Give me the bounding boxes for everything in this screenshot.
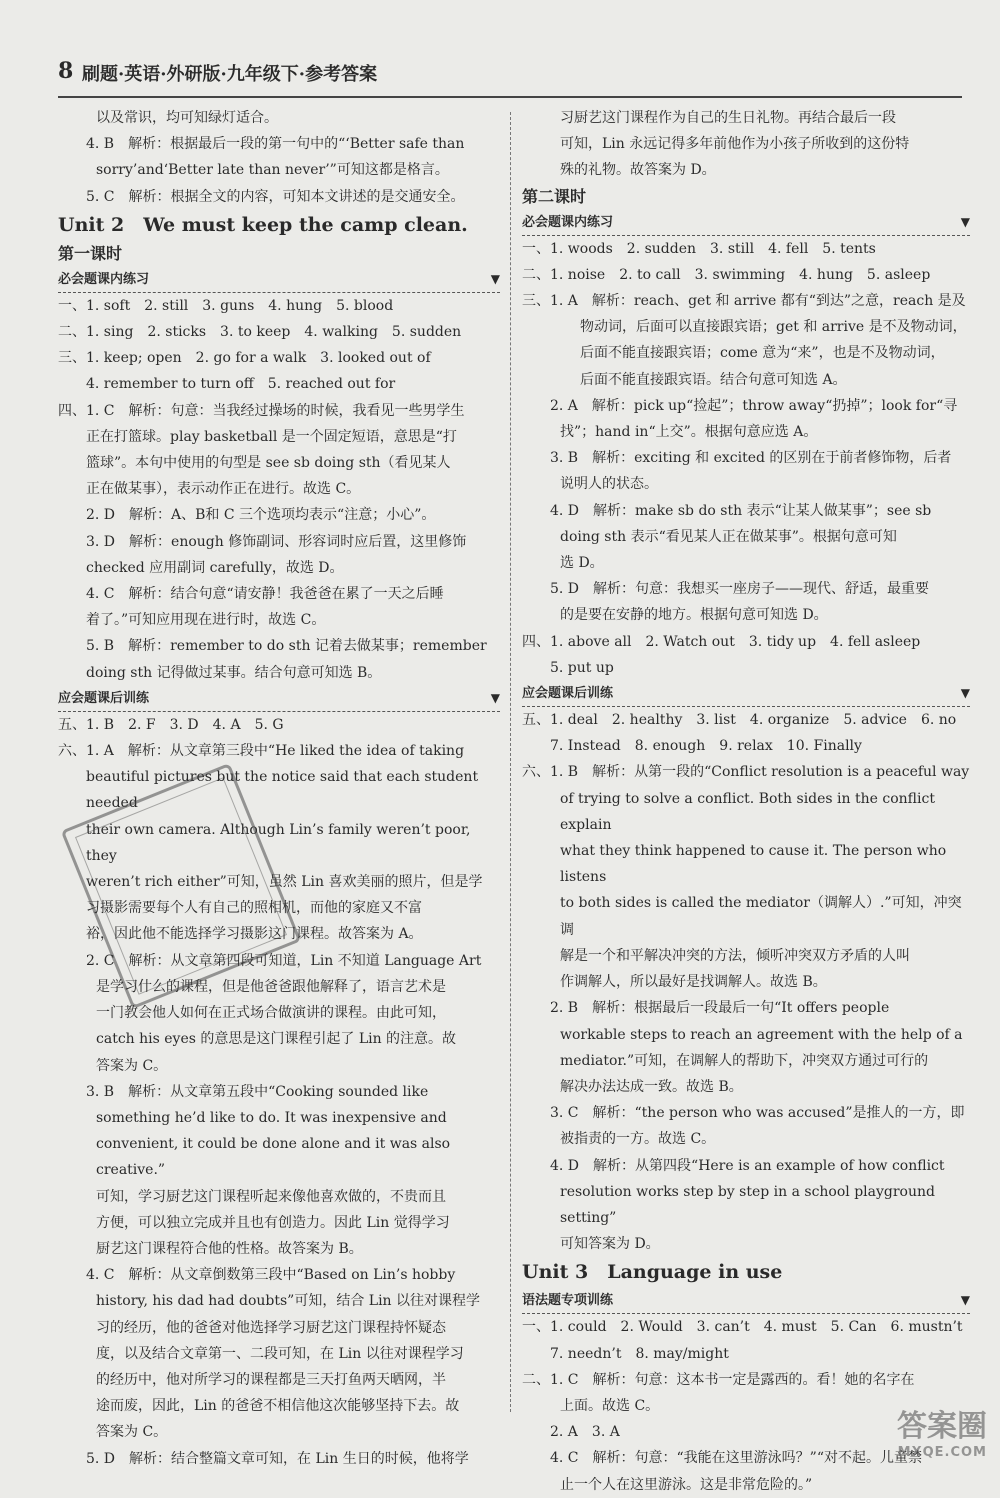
answer-line (58, 1105, 500, 1131)
section-heading (522, 681, 970, 707)
answer-line (58, 1446, 500, 1472)
answer-line-text: 的是要在安静的地方。根据句意可知选 D。 (560, 607, 828, 624)
answer-line-text: 一、1. soft 2. still 3. guns 4. hung 5. blood (58, 297, 394, 314)
answer-line (58, 184, 500, 210)
answer-line-text: doing sth 表示“看见某人正在做某事”。根据句意可知 (560, 528, 897, 545)
answer-line (58, 1053, 500, 1079)
answer-line-text: 上面。故选 C。 (560, 1397, 660, 1414)
answer-line (58, 157, 500, 183)
answer-line-text: 二、1. C 解析：句意：这本书一定是露西的。看！她的名字在 (522, 1371, 915, 1388)
page-title: 刷题·英语·外研版·九年级下·参考答案 (82, 64, 378, 85)
answer-line-text: 一、1. could 2. Would 3. can’t 4. must 5. Can 6. mustn’t (522, 1319, 963, 1336)
answer-line-text: 以及常识，均可知绿灯适合。 (96, 110, 278, 126)
answer-line (522, 786, 970, 838)
answer-line-text: 物动词，后面可以直接跟宾语；get 和 arrive 是不及物动词， (580, 319, 967, 336)
answer-line (58, 1079, 500, 1105)
section-heading-text: 应会题课后训练 (522, 686, 614, 702)
answer-line (522, 1100, 970, 1126)
answer-line (58, 1393, 500, 1419)
answer-line (522, 733, 970, 759)
answer-line-text: 可知答案为 D。 (560, 1236, 660, 1253)
answer-line-text: 选 D。 (560, 555, 604, 572)
answer-line (58, 398, 500, 424)
column-divider (510, 112, 511, 1412)
triangle-icon: ▼ (490, 271, 500, 286)
answer-line (58, 371, 500, 397)
answer-line-text: 是学习什么的课程，但是他爸爸跟他解释了，语言艺术是 (96, 978, 446, 995)
answer-line-text: 说明人的状态。 (560, 476, 658, 493)
right-column (522, 105, 970, 1498)
answer-line-text: 可知，学习厨艺这门课程听起来像他喜欢做的，不贵而且 (96, 1188, 446, 1205)
answer-line (58, 660, 500, 686)
answer-line (58, 1236, 500, 1262)
answer-line (522, 157, 970, 183)
answer-line (522, 995, 970, 1021)
answer-line (58, 293, 500, 319)
answer-line (522, 314, 970, 340)
answer-line (522, 1022, 970, 1048)
answer-line-text: 被指责的一方。故选 C。 (560, 1131, 716, 1148)
answer-line-text: 3. B 解析：exciting 和 excited 的区别在于前者修饰物，后者 (550, 450, 952, 467)
answer-line-text: 四、1. C 解析：句意：当我经过操场的时候，我看见一些男学生 (58, 402, 465, 419)
answer-line (58, 738, 500, 764)
page-header (58, 58, 958, 100)
watermark-logo: 答案圈 (897, 1409, 987, 1444)
section-heading-text: 应会题课后训练 (58, 690, 150, 706)
answer-line-text: 篮球”。本句中使用的句型是 see sb doing sth（看见某人 (86, 455, 451, 472)
answer-line (58, 424, 500, 450)
answer-line-text: 殊的礼物。故答案为 D。 (560, 162, 716, 179)
answer-line (58, 1419, 500, 1445)
answer-line (522, 262, 970, 288)
answer-line (522, 1341, 970, 1367)
answer-line-text: of trying to solve a conflict. Both sides in the conflict explain (560, 790, 935, 833)
answer-line (522, 131, 970, 157)
answer-line (58, 1262, 500, 1288)
answer-line-text: 后面不能直接跟宾语；come 意为“来”，也是不及物动词， (580, 345, 945, 362)
lesson-heading-text: 第二课时 (522, 186, 587, 206)
answer-line-text: 4. C 解析：从文章倒数第三段中“Based on Lin’s hobby (86, 1267, 456, 1284)
answer-line (522, 498, 970, 524)
answer-line-text: 4. D 解析：make sb do sth 表示“让某人做某事”；see sb (550, 502, 932, 519)
answer-line (522, 1179, 970, 1231)
answer-line-text: checked 应用副词 carefully，故选 D。 (86, 559, 344, 576)
answer-line (522, 340, 970, 366)
answer-line (522, 1231, 970, 1257)
answer-line-text: doing sth 记得做过某事。结合句意可知选 B。 (86, 664, 382, 681)
answer-line-text: convenient, it could be done alone and it was also creative.” (96, 1136, 451, 1179)
answer-line-text: 7. Instead 8. enough 9. relax 10. Finally (550, 738, 862, 755)
lesson-heading (58, 241, 500, 267)
answer-line-text: 3. D 解析：enough 修饰副词、形容词时应后置，这里修饰 (86, 533, 467, 550)
answer-line-text: 2. B 解析：根据最后一段最后一句“It offers people (550, 1000, 890, 1017)
answer-line (58, 1367, 500, 1393)
answer-line-text: 4. B 解析：根据最后一段的第一句中的“‘Better safe than (86, 136, 465, 153)
answer-line-text: 4. C 解析：结合句意“请安静！我爸爸在累了一天之后睡 (86, 586, 444, 603)
answer-line (522, 1314, 970, 1340)
answer-line-text: 三、1. keep; open 2. go for a walk 3. looked out of (58, 350, 431, 367)
section-heading (522, 1288, 970, 1314)
section-heading-text: 语法题专项训练 (522, 1293, 614, 1309)
triangle-icon: ▼ (960, 214, 970, 229)
answer-line-text: 2. D 解析：A、B和 C 三个选项均表示“注意；小心”。 (86, 507, 436, 524)
answer-line-text: resolution works step by step in a school playground setting” (560, 1183, 935, 1226)
answer-line (58, 1000, 500, 1026)
unit-heading-text: Unit 3 Language in use (522, 1261, 783, 1284)
answer-line-text: 2. C 解析：从文章第四段可知道，Lin 不知道 Language Art (86, 952, 482, 969)
answer-line-text: 可知，Lin 永远记得多年前他作为小孩子所收到的这份特 (560, 136, 910, 153)
answer-line (522, 629, 970, 655)
answer-line (58, 502, 500, 528)
answer-line-text: 途而废，因此，Lin 的爸爸不相信他这次能够坚持下去。故 (96, 1398, 460, 1415)
lesson-heading-text: 第一课时 (58, 243, 123, 263)
section-heading-text: 必会题课内练习 (58, 271, 150, 287)
answer-line-text: 六、1. A 解析：从文章第三段中“He liked the idea of taking (58, 743, 465, 760)
answer-line-text: 的经历中，他对所学习的课程都是三天打鱼两天晒网，半 (96, 1371, 446, 1388)
answer-line (522, 550, 970, 576)
answer-line-text: 方便，可以独立完成并且也有创造力。因此 Lin 觉得学习 (96, 1214, 450, 1231)
answer-line (58, 581, 500, 607)
answer-line (58, 1210, 500, 1236)
answer-line (58, 529, 500, 555)
answer-line-text: 5. D 解析：句意：我想买一座房子——现代、舒适，最重要 (550, 581, 930, 598)
answer-line (522, 471, 970, 497)
answer-line-text: 五、1. B 2. F 3. D 4. A 5. G (58, 716, 284, 733)
answer-line-text: 习厨艺这门课程作为自己的生日礼物。再结合最后一段 (560, 110, 896, 126)
unit-heading (522, 1257, 970, 1288)
answer-line-text: workable steps to reach an agreement with the help of a (560, 1026, 963, 1043)
answer-line-text: 3. C 解析：“the person who was accused”是推人的一方，即 (550, 1105, 965, 1122)
answer-line-text: 后面不能直接跟宾语。结合句意可知选 A。 (580, 371, 847, 388)
answer-line (522, 393, 970, 419)
answer-line (58, 131, 500, 157)
answer-line (522, 105, 970, 131)
answer-line (58, 476, 500, 502)
answer-line (522, 1153, 970, 1179)
lesson-heading (522, 184, 970, 210)
unit-heading-text: Unit 2 We must keep the camp clean. (58, 213, 468, 236)
answer-line (522, 655, 970, 681)
answer-line (522, 236, 970, 262)
page-number: 8 (58, 58, 74, 84)
answer-line (522, 1126, 970, 1152)
answer-line (522, 419, 970, 445)
answer-line-text: 正在做某事），表示动作正在进行。故选 C。 (86, 481, 361, 498)
answer-line (522, 890, 970, 942)
answer-line (58, 607, 500, 633)
answer-line (522, 445, 970, 471)
answer-line-text: mediator.”可知，在调解人的帮助下，冲突双方通过可行的 (560, 1052, 929, 1069)
answer-line (522, 759, 970, 785)
triangle-icon: ▼ (960, 1293, 970, 1308)
unit-heading (58, 210, 500, 241)
answer-line-text: 五、1. deal 2. healthy 3. list 4. organize 5. advice 6. no (522, 712, 957, 729)
answer-line-text: 二、1. noise 2. to call 3. swimming 4. hung 5. asleep (522, 266, 931, 283)
answer-line-text: history, his dad had doubts”可知，结合 Lin 以往对课程学 (96, 1293, 481, 1310)
answer-line-text: catch his eyes 的意思是这门课程引起了 Lin 的注意。故 (96, 1031, 457, 1048)
answer-line-text: 5. D 解析：结合整篇文章可知，在 Lin 生日的时候，他将学 (86, 1450, 469, 1467)
answer-line (522, 1472, 970, 1498)
answer-line-text: 4. remember to turn off 5. reached out for (86, 376, 396, 393)
section-heading (58, 686, 500, 712)
answer-line-text: 2. A 解析：pick up“捡起”；throw away“扔掉”；look for“寻 (550, 397, 958, 414)
answer-line (522, 524, 970, 550)
answer-line (58, 633, 500, 659)
answer-line-text: 4. D 解析：从第四段“Here is an example of how conflict (550, 1157, 945, 1174)
answer-line (522, 1074, 970, 1100)
answer-line-text: 一、1. woods 2. sudden 3. still 4. fell 5. tents (522, 240, 876, 257)
answer-line-text: 止一个人在这里游泳。这是非常危险的。” (560, 1476, 813, 1493)
answer-line-text: 度，以及结合文章第一、二段可知，在 Lin 以往对课程学习 (96, 1345, 464, 1362)
answer-line (522, 1048, 970, 1074)
answer-line (522, 288, 970, 314)
header-rule (58, 96, 962, 98)
answer-line-text: 裕，因此他不能选择学习摄影这门课程。故答案为 A。 (86, 926, 423, 943)
answer-line-text: what they think happened to cause it. The person who listens (560, 843, 947, 886)
answer-line-text: 解是一个和平解决冲突的方法，倾听冲突双方矛盾的人叫 (560, 947, 910, 964)
answer-line (522, 367, 970, 393)
answer-line-text: 5. B 解析：remember to do sth 记着去做某事；remember (86, 638, 487, 655)
answer-line (522, 707, 970, 733)
answer-line (58, 319, 500, 345)
triangle-icon: ▼ (960, 686, 970, 701)
answer-line-text: something he’d like to do. It was inexpensive and (96, 1109, 447, 1126)
triangle-icon: ▼ (490, 690, 500, 705)
answer-line-text: 四、1. above all 2. Watch out 3. tidy up 4. fell asleep (522, 633, 921, 650)
answer-line (58, 1288, 500, 1314)
answer-line-text: 解决办法达成一致。故选 B。 (560, 1078, 743, 1095)
answer-line (522, 838, 970, 890)
answer-line (58, 105, 500, 131)
answer-line (58, 450, 500, 476)
answer-line-text: sorry’and‘Better late than never’”可知这都是格言。 (96, 162, 449, 179)
answer-line-text: 作调解人，所以最好是找调解人。故选 B。 (560, 974, 827, 991)
answer-line-text: 2. A 3. A (550, 1424, 620, 1441)
left-column (58, 105, 500, 1472)
answer-line-text: 3. B 解析：从文章第五段中“Cooking sounded like (86, 1083, 429, 1100)
answer-line-text: 4. C 解析：句意：“我能在这里游泳吗？”“对不起。儿童禁 (550, 1450, 922, 1467)
answer-line-text: 六、1. B 解析：从第一段的“Conflict resolution is a peaceful way (522, 764, 970, 781)
answer-line-text: 二、1. sing 2. sticks 3. to keep 4. walking 5. sudden (58, 324, 462, 341)
answer-line-text: 答案为 C。 (96, 1057, 168, 1074)
answer-line-text: 习的经历，他的爸爸对他选择学习厨艺这门课程持怀疑态 (96, 1319, 446, 1336)
site-watermark (822, 1409, 987, 1460)
answer-line-text: 着了。”可知应用现在进行时，故选 C。 (86, 612, 326, 629)
answer-line-text: 三、1. A 解析：reach、get 和 arrive 都有“到达”之意，reach 是及 (522, 293, 966, 310)
answer-line (522, 602, 970, 628)
answer-line (58, 1026, 500, 1052)
answer-line (522, 969, 970, 995)
answer-line-text: beautiful pictures but the notice said that each student needed (86, 769, 479, 812)
watermark-url: MXQE.COM (897, 1445, 987, 1460)
answer-line-text: to both sides is called the mediator（调解人）.”可知，冲突调 (560, 895, 962, 938)
answer-line (522, 943, 970, 969)
answer-line-text: 厨艺这门课程符合他的性格。故答案为 B。 (96, 1240, 363, 1257)
section-heading (522, 210, 970, 236)
answer-line-text: 习摄影需要每个人有自己的照相机，而他的家庭又不富 (86, 900, 422, 917)
answer-line-text: 5. put up (550, 659, 614, 676)
section-heading (58, 267, 500, 293)
answer-line (58, 1315, 500, 1341)
answer-line-text: 正在打篮球。play basketball 是一个固定短语，意思是“打 (86, 428, 457, 445)
answer-line-text: weren’t rich either”可知，虽然 Lin 喜欢美丽的照片，但是学 (86, 874, 483, 891)
answer-line (58, 1341, 500, 1367)
answer-line (58, 1184, 500, 1210)
answer-line (58, 555, 500, 581)
answer-line (58, 712, 500, 738)
answer-line (522, 576, 970, 602)
answer-line-text: their own camera. Although Lin’s family weren’t poor, they (86, 821, 471, 864)
answer-line (58, 1131, 500, 1183)
answer-line (58, 345, 500, 371)
answer-line-text: 找”；hand in“上交”。根据句意应选 A。 (560, 424, 818, 441)
answer-line (522, 1367, 970, 1393)
section-heading-text: 必会题课内练习 (522, 214, 614, 230)
answer-line-text: 一门教会他人如何在正式场合做演讲的课程。由此可知， (96, 1005, 446, 1022)
answer-line-text: 答案为 C。 (96, 1424, 168, 1441)
answer-line-text: 7. needn’t 8. may/might (550, 1345, 729, 1362)
answer-line-text: 5. C 解析：根据全文的内容，可知本文讲述的是交通安全。 (86, 188, 465, 205)
